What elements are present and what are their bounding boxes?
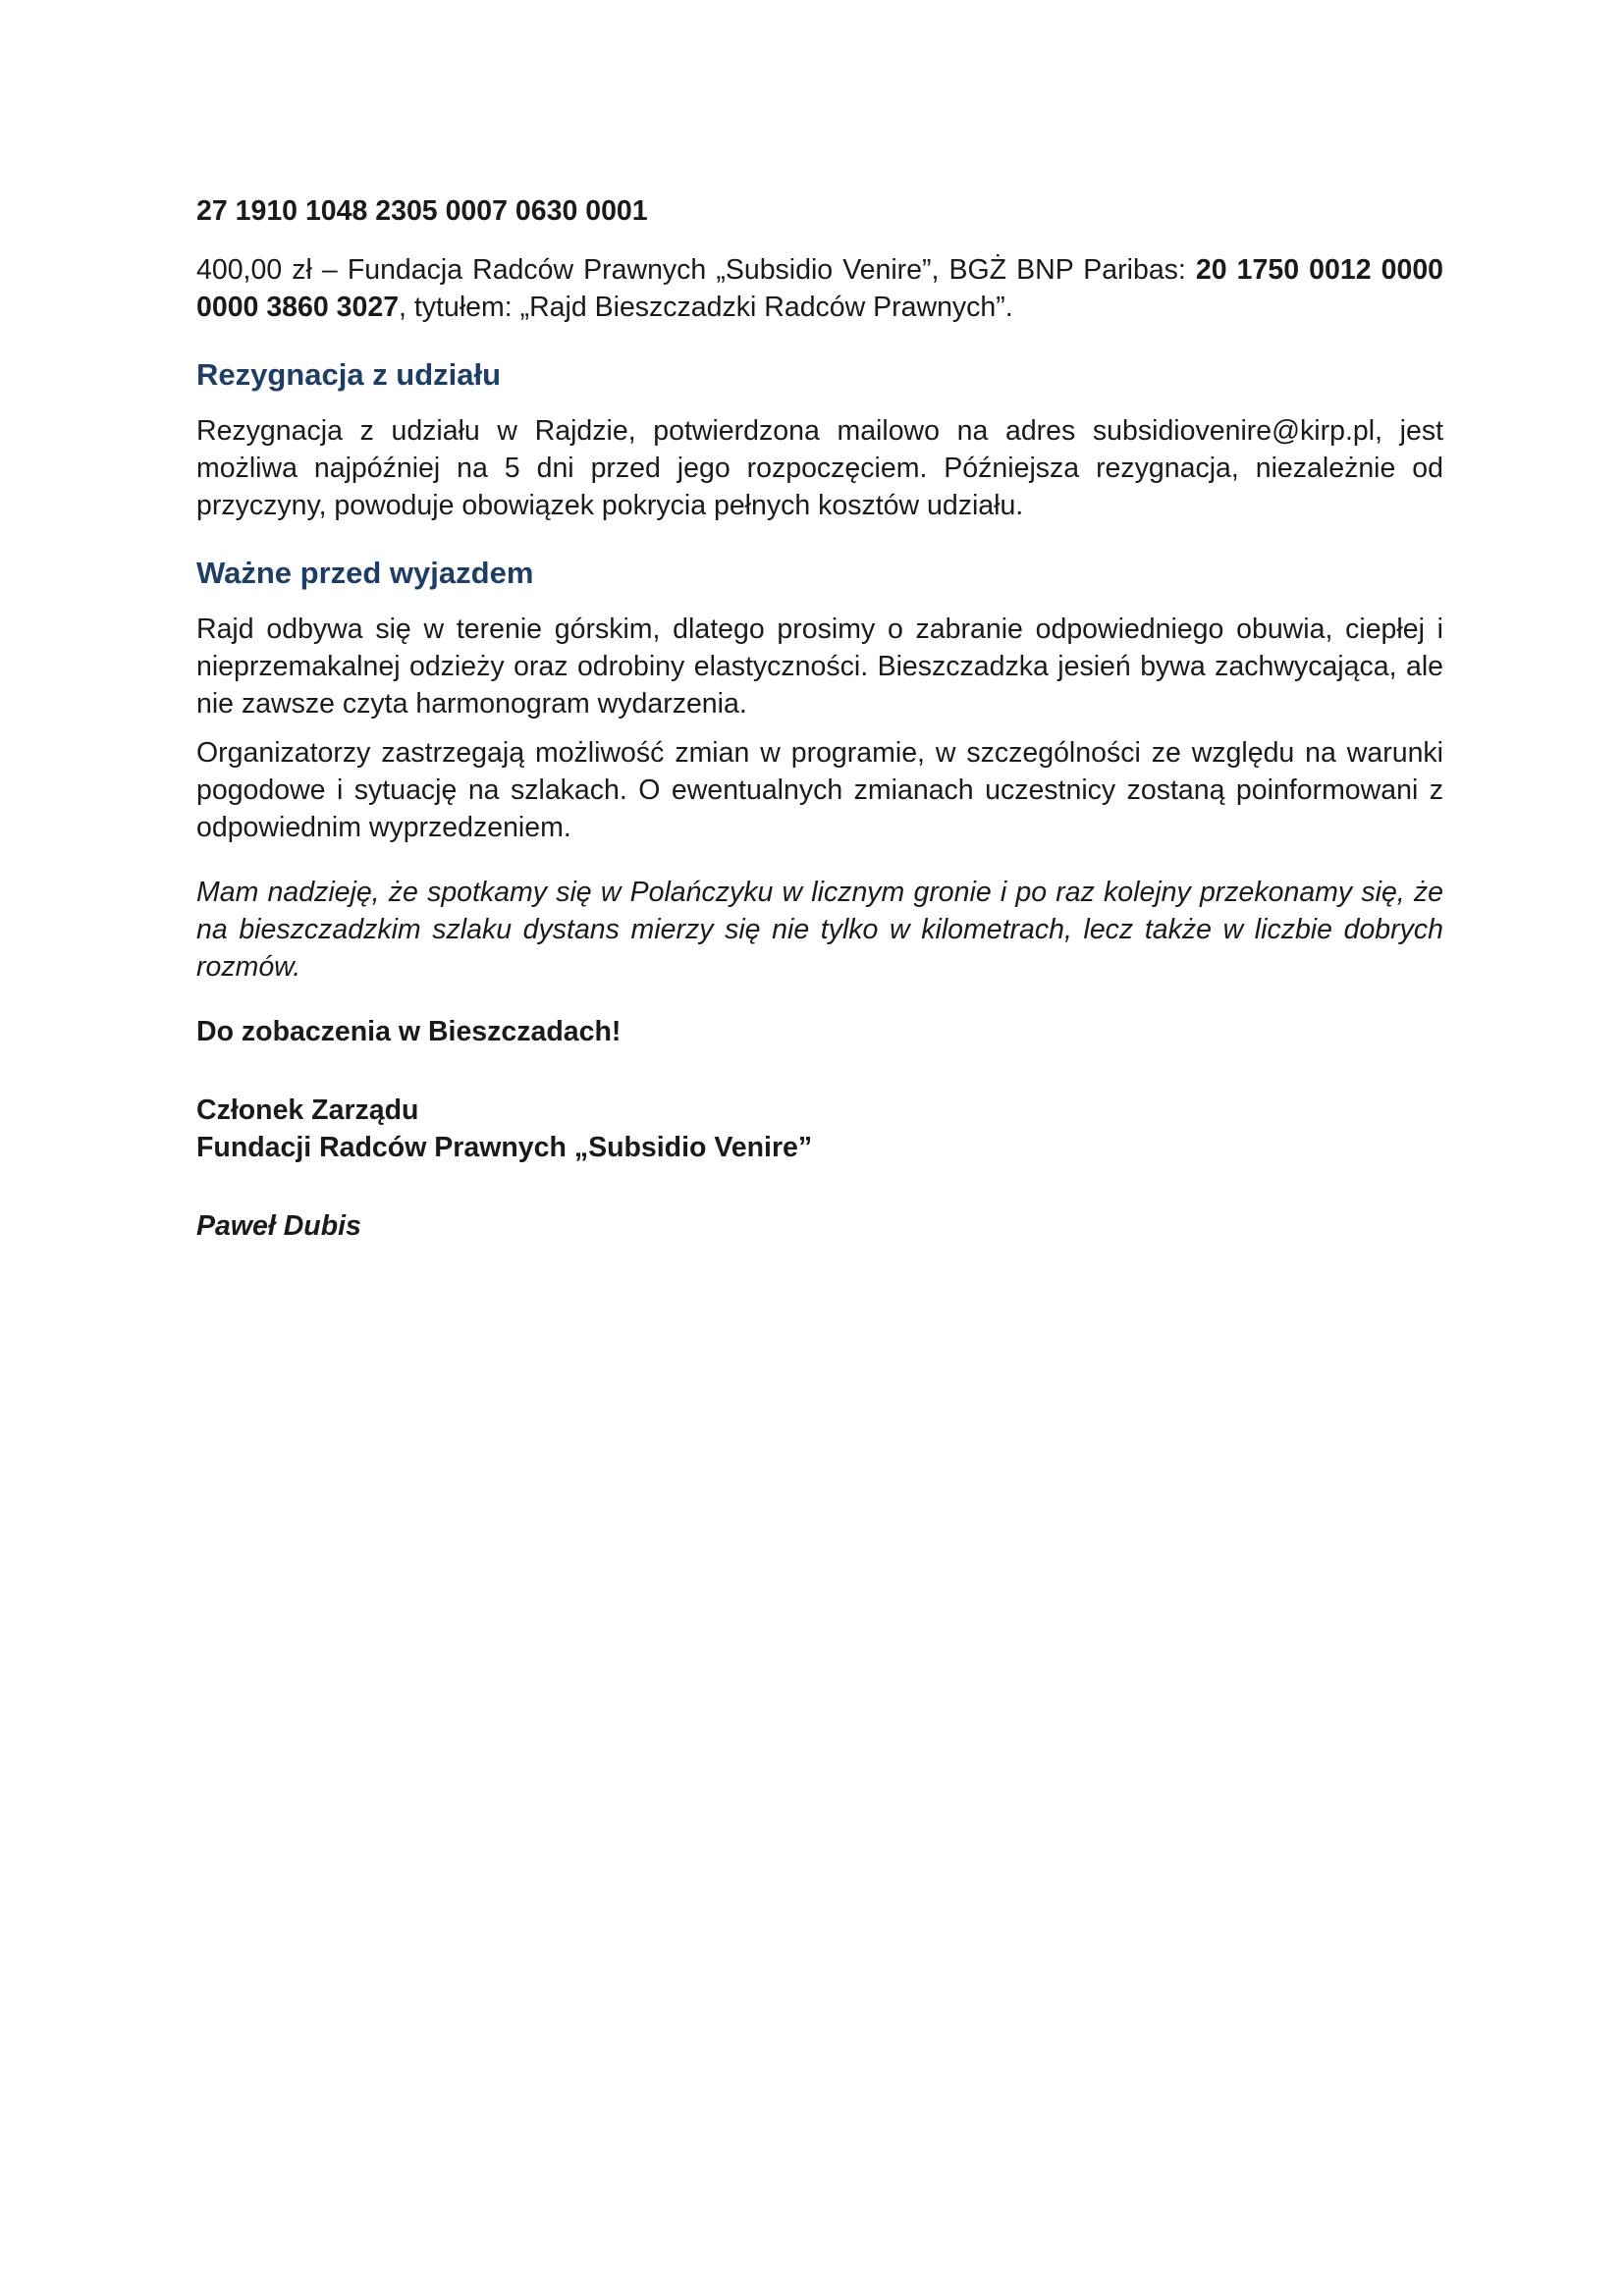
section-heading-important: Ważne przed wyjazdem [196,556,534,590]
resignation-paragraph: Rezygnacja z udziału w Rajdzie, potwierdzona mailowo na adres subsidiovenire@kirp.pl, jest możliwa najpóźniej na 5 dni przed jego rozpoczęciem. Późniejsza rezygnacja, niezależnie od przyczyny, powoduje obowiązek pokrycia pełnych kosztów udziału. [196,415,1443,521]
signature-role-line-1: Członek Zarządu [196,1095,419,1126]
closing-remark: Mam nadzieję, że spotkamy się w Polańczyku w licznym gronie i po raz kolejny przekonamy się, że na bieszczadzkim szlaku dystans mierzy się nie tylko w kilometrach, lecz także w liczbie dobrych rozmów. [196,877,1443,983]
signature-role-line-2: Fundacji Radców Prawnych „Subsidio Venire” [196,1132,813,1163]
bank-account-line: 27 1910 1048 2305 0007 0630 0001 [196,195,648,227]
payment-title: „Rajd Bieszczadzki Radców Prawnych”. [519,292,1013,323]
payment-paragraph [196,251,1443,326]
important-paragraph-changes: Organizatorzy zastrzegają możliwość zmian w programie, w szczególności ze względu na warunki pogodowe i sytuację na szlakach. O ewentualnych zmianach uczestnicy zostaną poinformowani z odpowiednim wyprzedzeniem. [196,737,1443,843]
payment-dash: – [311,254,348,286]
document-page [196,192,1443,1245]
signature-role [196,1092,1443,1166]
signature-name: Paweł Dubis [196,1210,361,1242]
payment-title-prefix: , tytułem: [399,292,520,323]
payment-account-number: 20 1750 0012 0000 0000 3860 3027 [196,254,1444,323]
farewell-line: Do zobaczenia w Bieszczadach! [196,1016,622,1047]
payment-amount: 400,00 zł [196,254,312,286]
important-paragraph-equipment: Rajd odbywa się w terenie górskim, dlatego prosimy o zabranie odpowiedniego obuwia, ciepłej i nieprzemakalnej odzieży oraz odrobiny elastyczności. Bieszczadzka jesień bywa zachwycająca, ale nie zawsze czyta harmonogram wydarzenia. [196,614,1443,720]
payment-recipient: Fundacja Radców Prawnych „Subsidio Venire”, BGŻ BNP Paribas: [347,254,1196,286]
section-heading-resignation: Rezygnacja z udziału [196,357,502,392]
